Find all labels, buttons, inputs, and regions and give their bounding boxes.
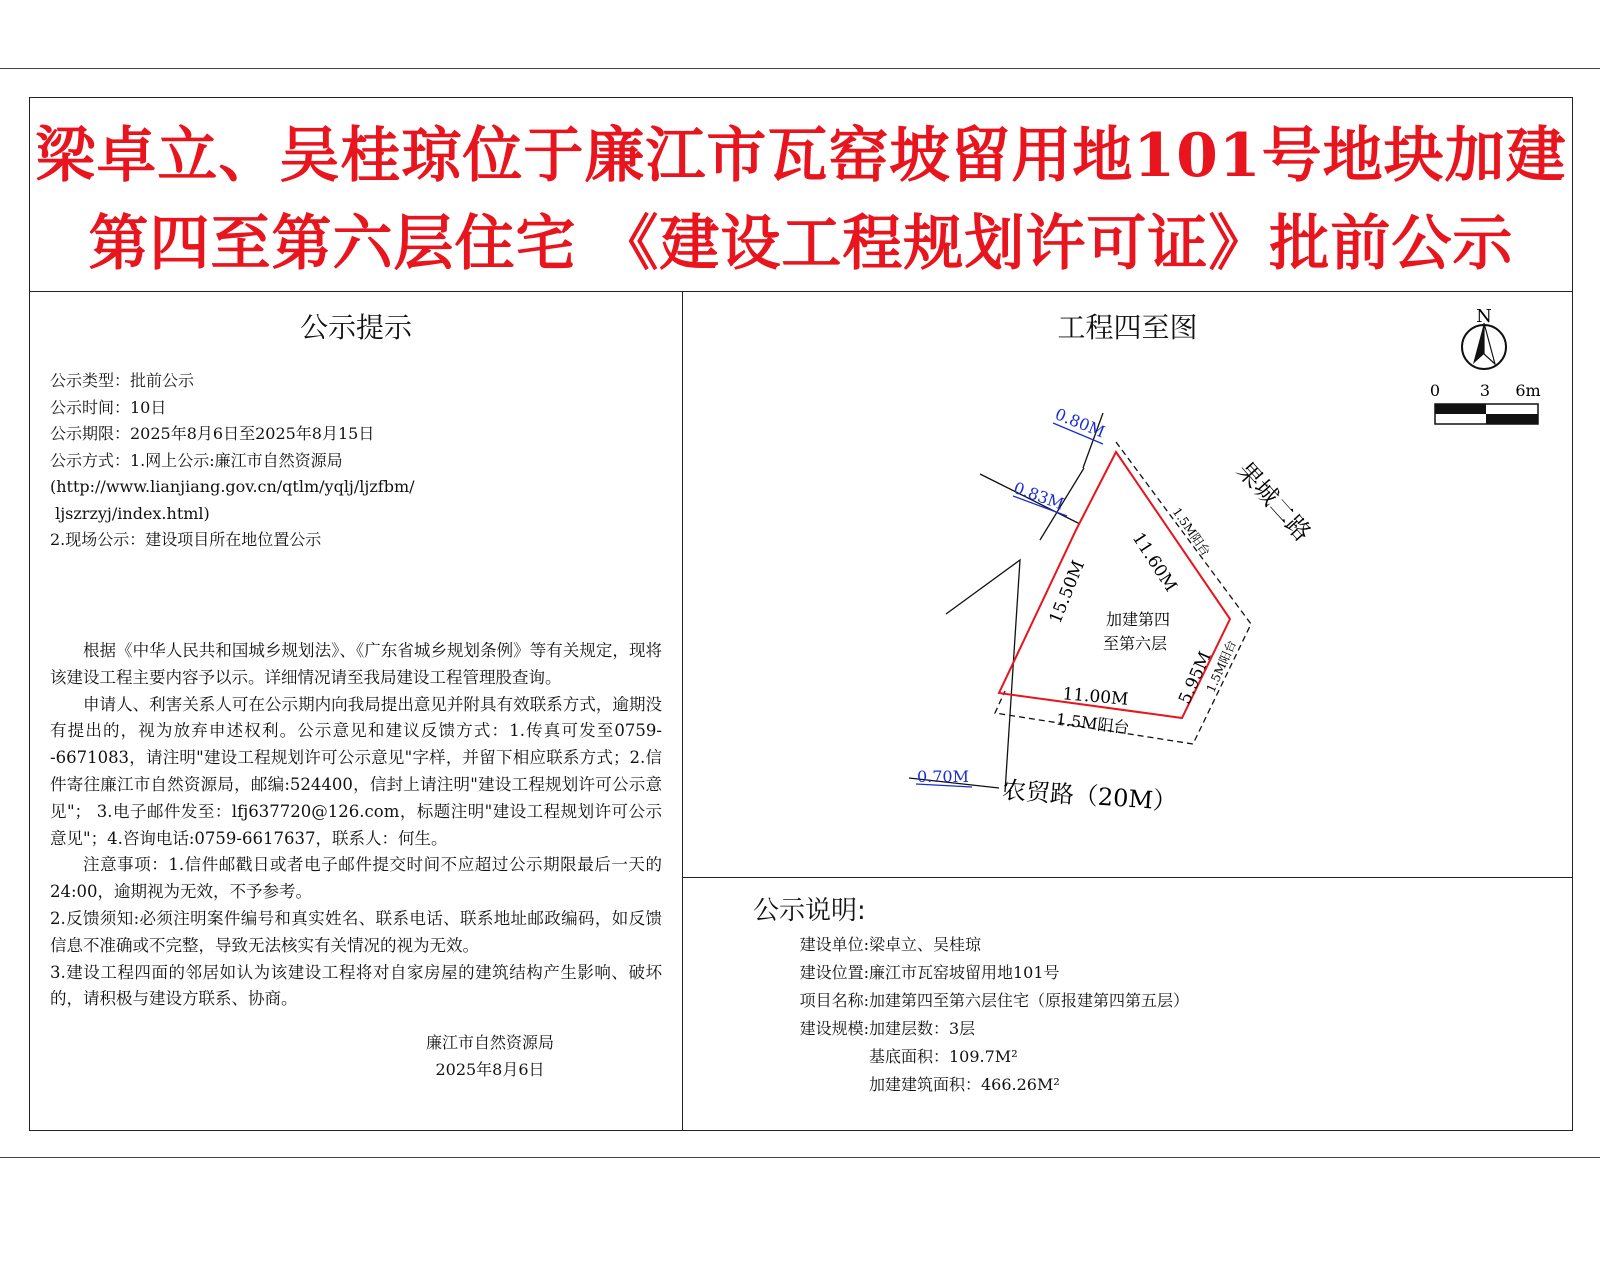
scale-label-6: 6m: [1515, 381, 1541, 400]
scale-label-0: 0: [1429, 381, 1441, 400]
info-method: 公示方式：1.网上公示:廉江市自然资源局: [50, 450, 343, 470]
signature-date: 2025年8月6日: [435, 1060, 545, 1079]
notice-body: [50, 638, 662, 1013]
signature-org: 廉江市自然资源局: [425, 1033, 554, 1052]
note-added-area: 加建建筑面积：466.26M²: [869, 1075, 1060, 1094]
notice-title-line-1: 梁卓立、吴桂琼位于廉江市瓦窑坡留用地101号地块加建: [35, 121, 1567, 191]
project-notes-panel: [683, 878, 1572, 1130]
scale-bar: [1430, 381, 1541, 424]
site-plan-panel: [683, 292, 1572, 878]
balcony-ne-label: 1.5M阳台: [1169, 505, 1213, 559]
dim-top: 0.80M: [1052, 404, 1108, 442]
building-label-line-1: 加建第四: [1105, 610, 1171, 629]
road-south-label: 农贸路（20M）: [1001, 775, 1178, 817]
info-onsite: 2.现场公示：建设项目所在地位置公示: [50, 530, 322, 549]
north-arrow-icon: [1462, 306, 1506, 369]
info-url-line-2: ljszrzyj/index.html): [50, 503, 210, 523]
building-label-line-2: 至第六层: [1102, 634, 1168, 653]
body-paragraph-basis: 根据《中华人民共和国城乡规划法》、《广东省城乡规划条例》等有关规定，现将该建设工程主要内容予以示。详细情况请至我局建设工程管理股查询。: [50, 641, 662, 687]
site-plan-heading: 工程四至图: [1057, 311, 1198, 344]
note-base-area: 基底面积：109.7M²: [869, 1047, 1018, 1066]
side-west-length: 15.50M: [1045, 557, 1090, 627]
dim-mid: 0.83M: [1011, 478, 1067, 514]
note-project: [785, 988, 1189, 1011]
body-paragraph-notice-3: 3.建设工程四面的邻居如认为该建设工程将对自家房屋的建筑结构产生影响、破坏的，请积极与建设方联系、协商。: [50, 962, 662, 1009]
notice-title-line-2: 第四至第六层住宅 《建设工程规划许可证》批前公示: [88, 209, 1514, 279]
note-scale-label: 建设规模:: [799, 1019, 869, 1038]
note-unit-label: 建设单位:: [799, 935, 869, 954]
notice-info-list: [50, 368, 415, 554]
site-plan-drawing: [683, 292, 1572, 878]
body-paragraph-feedback: 申请人、利害关系人可在公示期内向我局提出意见并附具有效联系方式，逾期没有提出的，视为放弃申述权利。公示意见和建议反馈方式：1.传真可发至0759--6671083，请注明"建设工程规划许可公示意见"字样，并留下相应联系方式；2.信件寄往廉江市自然资源局，邮编:524400，信封上请注明"建设工程规划许可公示意见"； 3.电子邮件发至：lfj637720@126.com，标题注明"建设工程规划许可公示意见"；4.咨询电话:0759-6617637，联系人：何生。: [50, 694, 662, 848]
info-url-line-1: (http://www.lianjiang.gov.cn/qtlm/yqlj/ljzfbm/: [50, 477, 415, 496]
scale-label-3: 3: [1479, 381, 1491, 400]
note-unit: [785, 932, 981, 955]
side-south-length: 11.00M: [1061, 684, 1130, 710]
north-label: N: [1476, 306, 1492, 327]
balcony-south-label: 1.5M阳台: [1054, 709, 1131, 738]
notice-tips-panel: [30, 292, 683, 1130]
note-project-value: 加建第四至第六层住宅（原报建第四第五层）: [869, 991, 1190, 1010]
body-paragraph-notice-1: 注意事项：1.信件邮戳日或者电子邮件提交时间不应超过公示期限最后一天的24:00，逾期视为无效，不予参考。: [50, 855, 662, 902]
note-location: [785, 960, 1060, 983]
side-east-length: 5.95M: [1175, 648, 1216, 708]
notice-tips-heading: 公示提示: [299, 311, 412, 344]
note-unit-value: 梁卓立、吴桂琼: [869, 935, 982, 954]
dim-left: 0.70M: [916, 767, 970, 786]
note-project-label: 项目名称:: [799, 991, 869, 1010]
body-paragraph-notice-2: 2.反馈须知:必须注明案件编号和真实姓名、联系电话、联系地址邮政编码，如反馈信息不准确或不完整，导致无法核实有关情况的视为无效。: [50, 908, 662, 955]
title-band: [30, 98, 1572, 292]
notice-frame: [29, 97, 1573, 1131]
info-type: 公示类型：批前公示: [50, 371, 195, 390]
note-location-label: 建设位置:: [799, 963, 869, 982]
note-location-value: 廉江市瓦窑坡留用地101号: [869, 963, 1060, 982]
balcony-east-label: 1.5M阳台: [1203, 638, 1240, 695]
info-duration: 公示时间：10日: [50, 397, 167, 417]
note-scale: [785, 1016, 975, 1039]
note-floors-value: 加建层数：3层: [869, 1019, 976, 1038]
road-east-label: 果城二路: [1231, 456, 1317, 547]
notes-heading: 公示说明:: [753, 896, 866, 926]
side-ne-length: 11.60M: [1127, 529, 1181, 596]
info-period: 公示期限：2025年8月6日至2025年8月15日: [50, 424, 375, 443]
